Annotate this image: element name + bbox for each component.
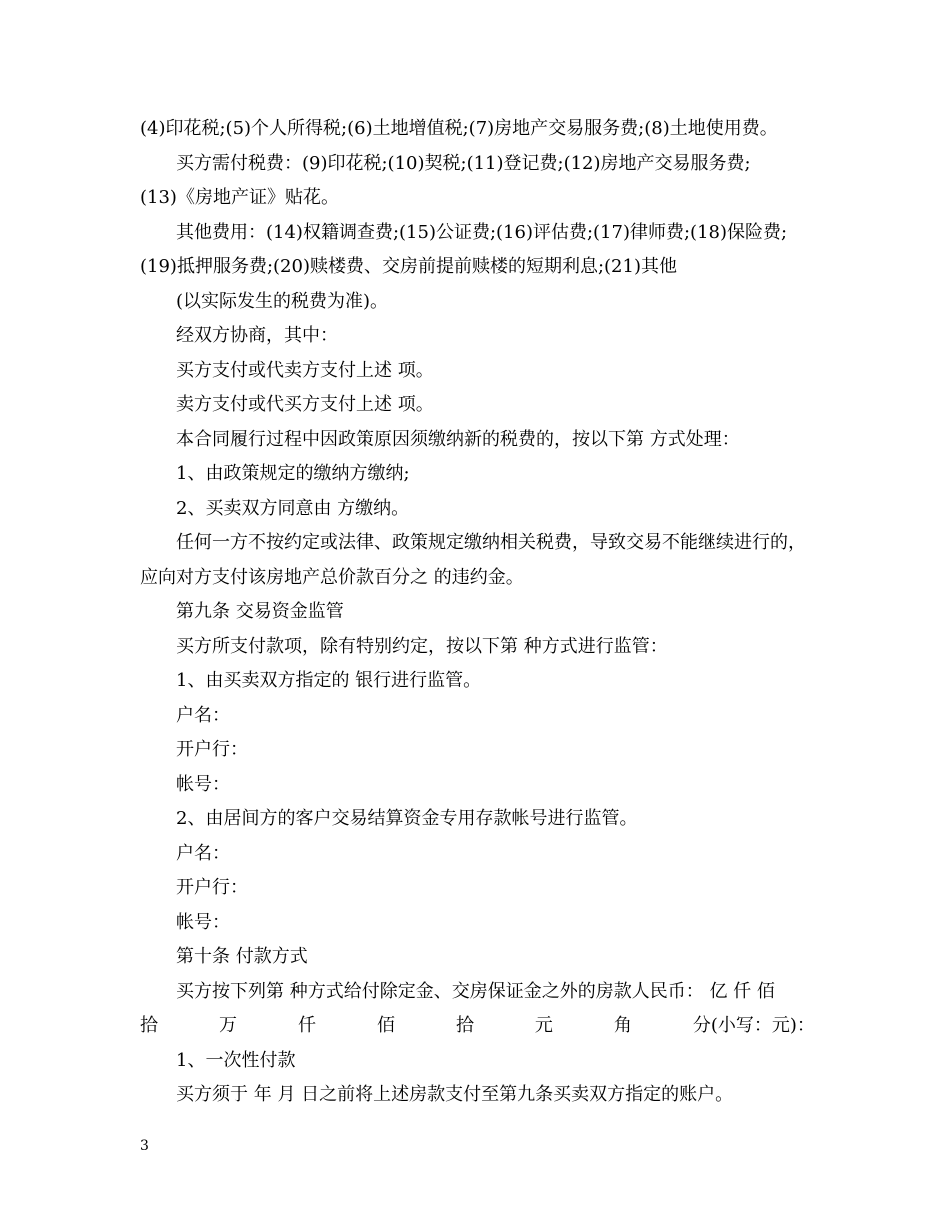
text-line: (19)抵押服务费;(20)赎楼费、交房前提前赎楼的短期利息;(21)其他 [140,256,677,277]
amount-unit: 万 [218,1015,237,1036]
text-line: 买方须于 年 月 日之前将上述房款支付至第九条买卖双方指定的账户。 [176,1084,734,1105]
amount-unit: 角 [613,1015,632,1036]
text-line: 2、由居间方的客户交易结算资金专用存款帐号进行监管。 [176,808,638,829]
account-name-label: 户名： [176,842,230,864]
text-line: 应向对方支付该房地产总价款百分之 的违约金。 [140,566,524,588]
text-line: (4)印花税;(5)个人所得税;(6)土地增值税;(7)房地产交易服务费;(8)土地使用费。 [140,118,778,139]
text-line: 本合同履行过程中因政策原因须缴纳新的税费的，按以下第 方式处理： [176,428,740,450]
text-line: 1、由政策规定的缴纳方缴纳; [176,463,410,484]
text-line: 经双方协商，其中： [176,325,338,346]
amount-unit: 分(小写：元)： [692,1015,815,1036]
account-name-label: 户名： [176,704,230,726]
text-line: 买方需付税费：(9)印花税;(10)契税;(11)登记费;(12)房地产交易服务费; [176,152,751,174]
text-line: 卖方支付或代买方支付上述 项。 [176,394,434,415]
amount-unit: 佰 [376,1015,395,1036]
amount-unit: 拾 [455,1015,474,1036]
text-line: (以实际发生的税费为准)。 [176,290,389,312]
text-line: 买方支付或代卖方支付上述 项。 [176,359,434,381]
bank-label: 开户行： [176,739,248,760]
text-line: 买方所支付款项，除有特别约定，按以下第 种方式进行监管： [176,635,668,657]
contract-body [140,112,815,1113]
section-heading-article-10: 第十条 付款方式 [176,946,308,967]
amount-units-line [140,1009,815,1044]
bank-label: 开户行： [176,877,248,898]
amount-unit: 元 [534,1015,553,1036]
account-number-label: 帐号： [176,911,230,933]
text-line: (13)《房地产证》贴花。 [140,187,339,208]
text-line: 2、买卖双方同意由 方缴纳。 [176,497,410,519]
text-line: 1、一次性付款 [176,1049,296,1071]
text-line: 1、由买卖双方指定的 银行进行监管。 [176,670,482,691]
amount-unit: 仟 [297,1015,316,1036]
text-line: 任何一方不按约定或法律、政策规定缴纳相关税费，导致交易不能继续进行的， [176,532,806,553]
text-line: 买方按下列第 种方式给付除定金、交房保证金之外的房款人民币： 亿 仟 佰 [176,980,775,1002]
account-number-label: 帐号： [176,773,230,795]
amount-unit: 拾 [140,1015,158,1036]
page-number: 3 [140,1138,149,1154]
text-line: 其他费用：(14)权籍调查费;(15)公证费;(16)评估费;(17)律师费;(18)保险费; [176,221,788,243]
section-heading-article-9: 第九条 交易资金监管 [176,601,344,622]
